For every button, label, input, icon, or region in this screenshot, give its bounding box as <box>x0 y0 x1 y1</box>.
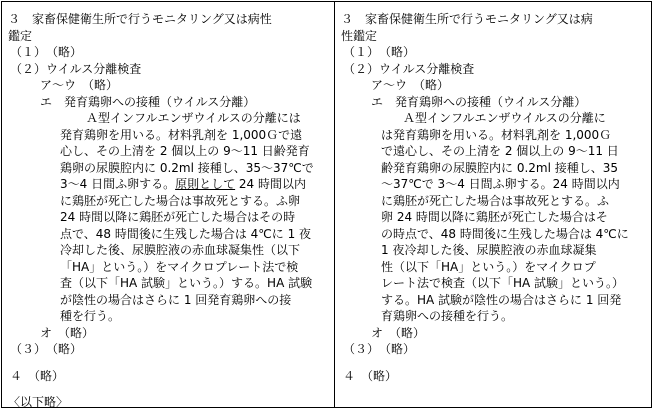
subsection-3: （３） （略） <box>343 342 416 356</box>
subsection-2: （２）ウイルス分離検査 <box>10 61 142 76</box>
body-line-underlined <box>8 176 330 193</box>
body-line: が陰性の場合はさらに 1 回発育鶏卵への接 <box>60 292 292 307</box>
body-line: 性（以下「HA」という。）をマイクロプ <box>381 259 596 274</box>
body-line: Ａ型インフルエンザウイルスの分離には <box>86 111 301 125</box>
subsection-2: （２）ウイルス分離検査 <box>343 61 475 76</box>
item-e-title: エ 発育鶏卵への接種（ウイルス分離） <box>371 94 587 109</box>
section-heading-cont: 鑑定 <box>8 28 33 43</box>
body-line: 種を行う。 <box>60 309 121 323</box>
body-line: 24 時間以降に鶏胚が死亡した場合はその時 <box>60 210 296 224</box>
comparison-table <box>1 1 652 408</box>
body-line: 発育鶏卵を用いる。材料乳剤を 1,000Ｇで遠 <box>60 127 303 142</box>
body-line: 点で、48 時間後に生残した場合は 4℃に 1 夜 <box>60 226 312 241</box>
omission-note: 〈以下略〉 <box>8 395 69 409</box>
item-o: オ （略） <box>371 325 426 340</box>
body-line: 冷却した後、尿膜腔液の赤血球凝集性（以下 <box>60 243 301 257</box>
body-text: 24 時間以内 <box>235 177 307 191</box>
body-line: 齢発育鶏卵の尿膜腔内に 0.2ml 接種し、35 <box>381 160 619 175</box>
body-line: の時点で、48 時間後に生残した場合は 4℃に <box>381 226 629 241</box>
body-line: Ａ型インフルエンザウイルスの分離に <box>403 111 606 125</box>
subsection-1: （１） （略） <box>343 45 416 59</box>
item-e-title: エ 発育鶏卵への接種（ウイルス分離） <box>40 94 256 109</box>
section-heading: ３ 家畜保健衛生所で行うモニタリング又は病性 <box>8 12 272 26</box>
section-heading: ３ 家畜保健衛生所で行うモニタリング又は病 <box>341 12 593 26</box>
section-4: ４ （略） <box>343 368 398 383</box>
body-line: 卵 24 時間以降に鶏胚が死亡した場合はそ <box>381 210 608 224</box>
body-line: 査（以下「HA 試験」という。）する。HA 試験 <box>60 276 313 290</box>
right-column <box>341 11 647 384</box>
body-text: 3～4 日間ふ卵する。 <box>60 177 176 191</box>
body-line: は発育鶏卵を用いる。材料乳剤を 1,000Ｇ <box>381 127 612 142</box>
body-line: 鶏卵の尿膜腔内に 0.2ml 接種し、35～37℃で <box>60 160 314 175</box>
body-line: に鶏胚が死亡した場合は事故死とする。ふ卵 <box>60 193 301 208</box>
body-line: 育鶏卵への接種を行う。 <box>381 309 514 323</box>
body-line: 心し、その上清を 2 個以上の 9～11 日齢発育 <box>60 144 310 158</box>
body-line: レート法で検査（以下「HA 試験」という。） <box>381 276 625 290</box>
body-line: 1 夜冷却した後、尿膜腔液の赤血球凝集 <box>381 243 597 257</box>
column-divider <box>334 2 335 407</box>
section-heading-cont: 性鑑定 <box>341 28 378 43</box>
body-line: 「HA」という。）をマイクロプレート法で検 <box>60 259 299 274</box>
subsection-1: （１） （略） <box>10 45 83 59</box>
body-line: に鶏胚が死亡した場合は事故死とする。ふ <box>381 193 610 208</box>
body-line: で遠心し、その上清を 2 個以上の 9～11 日 <box>381 144 619 158</box>
section-4: ４ （略） <box>10 368 65 383</box>
subsection-3: （３） （略） <box>10 342 83 356</box>
left-column <box>8 11 330 411</box>
item-o: オ （略） <box>40 325 95 340</box>
item-a-u: ア～ウ （略） <box>371 78 450 92</box>
body-line: する。HA 試験が陰性の場合はさらに 1 回発 <box>381 292 622 307</box>
item-a-u: ア～ウ （略） <box>40 78 119 92</box>
body-line: ～37℃で 3～4 日間ふ卵する。24 時間以内 <box>381 177 620 191</box>
underlined-text: 原則として <box>175 177 236 191</box>
